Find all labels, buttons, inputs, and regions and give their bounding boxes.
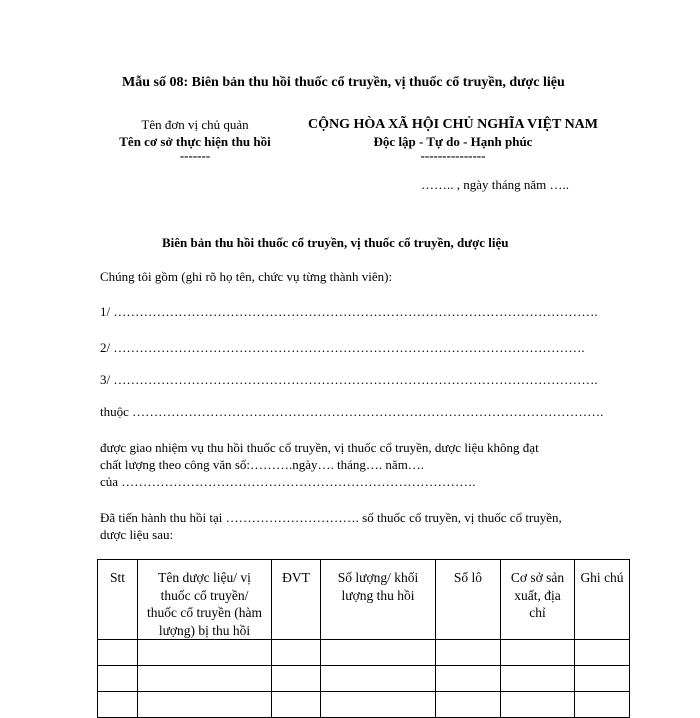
table-header-row <box>98 560 630 640</box>
col-header-batch: Số lô <box>436 560 501 640</box>
col-header-note: Ghi chú <box>575 560 630 640</box>
col-header-item-name: Tên dược liệu/ vị thuốc cổ truyền/ thuốc cổ truyền (hàm lượng) bị thu hồi <box>138 560 272 640</box>
table-row <box>98 666 630 692</box>
col-header-stt: Stt <box>98 560 138 640</box>
assignment-line-1: được giao nhiệm vụ thu hồi thuốc cổ truyền, vị thuốc cổ truyền, dược liệu không đạt <box>100 440 539 455</box>
left-header <box>97 116 293 162</box>
document-title: Biên bản thu hồi thuốc cổ truyền, vị thuốc cổ truyền, dược liệu <box>162 235 509 250</box>
right-header <box>288 116 618 162</box>
col-header-manufacturer: Cơ sở sản xuất, địa chỉ <box>501 560 575 640</box>
assignment-paragraph <box>100 439 539 490</box>
recall-facility-name: Tên cơ sở thực hiện thu hồi <box>119 134 271 149</box>
date-line: …….. , ngày tháng năm ….. <box>421 177 570 192</box>
assignment-line-2: chất lượng theo công văn số:……….ngày…. tháng…. năm…. <box>100 457 425 472</box>
member-line-1: 1/ …………………………………………………………………………………………………. <box>100 304 598 319</box>
col-header-quantity: Số lượng/ khối lượng thu hồi <box>321 560 436 640</box>
table-row <box>98 692 630 718</box>
recall-paragraph <box>100 509 562 543</box>
country-name: CỘNG HÒA XÃ HỘI CHỦ NGHĨA VIỆT NAM <box>307 117 598 132</box>
national-motto: Độc lập - Tự do - Hạnh phúc <box>373 134 533 149</box>
form-title: Mẫu số 08: Biên bản thu hồi thuốc cổ truyền, vị thuốc cổ truyền, dược liệu <box>122 75 565 90</box>
recall-line-2: dược liệu sau: <box>100 527 174 542</box>
members-intro: Chúng tôi gồm (ghi rõ họ tên, chức vụ từng thành viên): <box>100 269 393 284</box>
recall-line-1: Đã tiến hành thu hồi tại …………………………. số thuốc cổ truyền, vị thuốc cổ truyền, <box>100 510 562 525</box>
member-line-3: 3/ …………………………………………………………………………………………………. <box>100 372 598 387</box>
member-line-2: 2/ ………………………………………………………………………………………………. <box>100 340 585 355</box>
left-header-divider: ------- <box>179 148 211 163</box>
table-row <box>98 640 630 666</box>
affiliation-line: thuộc ………………………………………………………………………………………………. <box>100 404 604 419</box>
col-header-unit: ĐVT <box>272 560 321 640</box>
right-header-divider: --------------- <box>420 148 486 163</box>
assignment-line-3: của ………………………………………………………………………. <box>100 474 476 489</box>
recall-table <box>97 559 630 718</box>
parent-unit-name: Tên đơn vị chủ quản <box>141 117 249 132</box>
